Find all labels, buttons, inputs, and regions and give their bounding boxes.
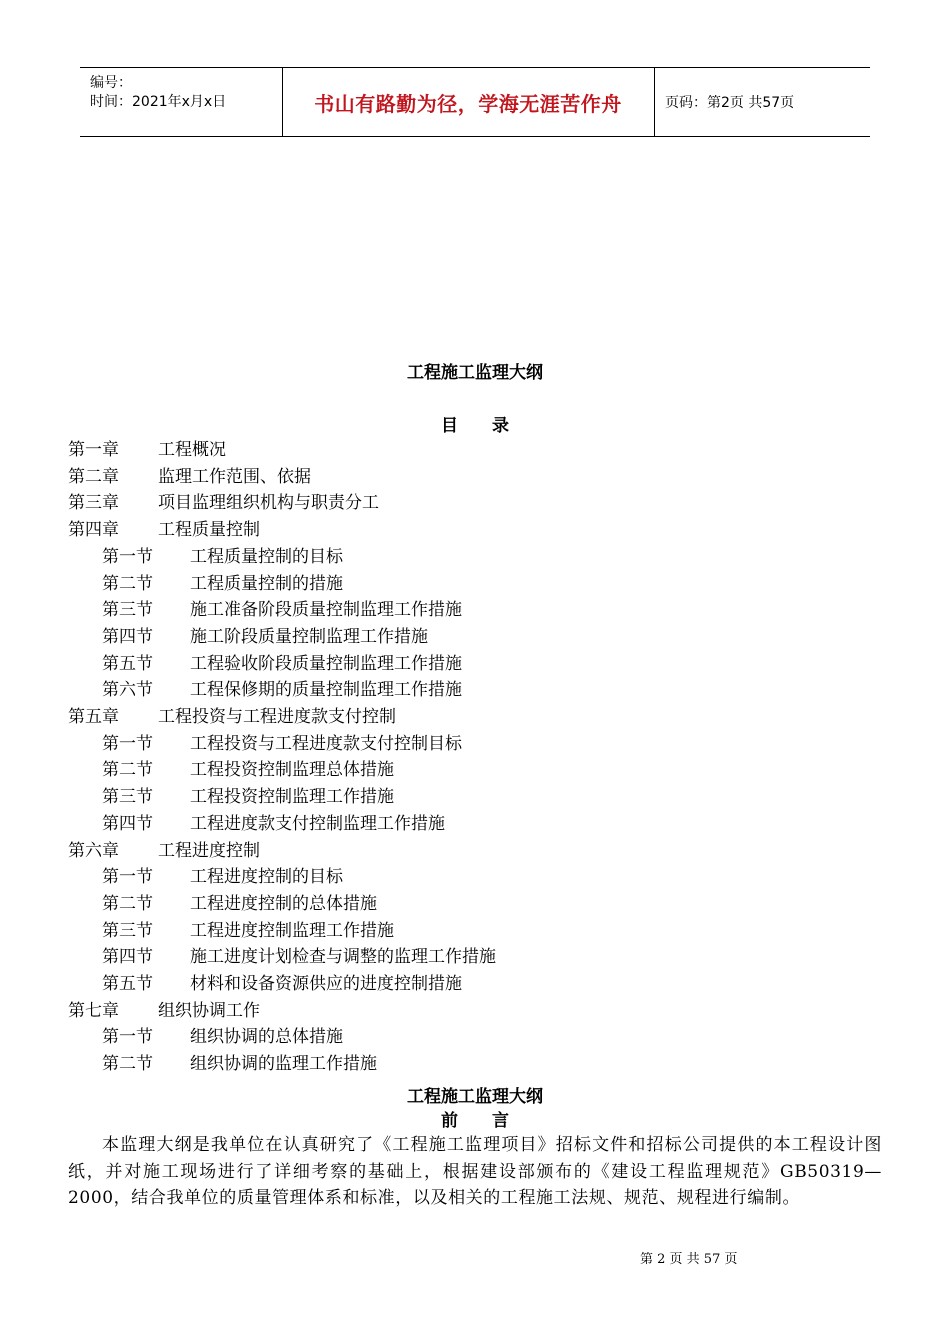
toc-entry-number: 第六节 <box>102 680 153 701</box>
toc-entry-title: 工程进度控制的总体措施 <box>190 893 377 914</box>
toc-entry-number: 第二节 <box>102 760 153 781</box>
page-label: 页码：第2页 共57页 <box>665 95 795 111</box>
toc-entry-title: 材料和设备资源供应的进度控制措施 <box>190 974 462 994</box>
toc-entry-title: 工程进度款支付控制监理工作措施 <box>190 813 445 834</box>
toc-entry-number: 第七章 <box>68 1000 119 1021</box>
toc-entry-title: 工程质量控制 <box>158 520 260 541</box>
toc-entry-title: 组织协调工作 <box>158 1000 260 1021</box>
header-motto-cell <box>282 68 655 136</box>
toc-entry-title: 工程进度控制监理工作措施 <box>190 920 394 941</box>
header-info-cell <box>80 68 283 136</box>
toc-entry-title: 项目监理组织机构与职责分工 <box>158 493 379 514</box>
toc-entry-number: 第五章 <box>68 707 119 727</box>
toc-entry-title: 工程概况 <box>158 440 226 460</box>
date-label: 时间：2021年x月x日 <box>90 94 227 110</box>
toc-entry-title: 工程进度控制的目标 <box>190 867 343 888</box>
toc-entry-number: 第一节 <box>102 867 153 888</box>
toc-entry-number: 第三节 <box>102 787 153 808</box>
toc-entry-title: 工程质量控制的措施 <box>190 573 343 594</box>
toc-entry-title: 工程验收阶段质量控制监理工作措施 <box>190 653 462 674</box>
toc-entry-title: 施工进度计划检查与调整的监理工作措施 <box>190 947 496 968</box>
toc-entry-number: 第二节 <box>102 893 153 914</box>
number-label: 编号： <box>90 75 132 91</box>
toc-entry-number: 第六章 <box>68 840 119 861</box>
page-footer: 第 2 页 共 57 页 <box>640 1252 738 1267</box>
document-title: 工程施工监理大纲 <box>407 363 543 383</box>
toc-entry-number: 第二节 <box>102 1054 153 1075</box>
toc-entry-number: 第一章 <box>68 440 119 460</box>
toc-entry-title: 组织协调的总体措施 <box>190 1027 343 1048</box>
toc-entry-title: 组织协调的监理工作措施 <box>190 1054 377 1075</box>
toc-entry-title: 工程投资与工程进度款支付控制 <box>158 707 396 727</box>
toc-entry-title: 工程投资控制监理工作措施 <box>190 787 394 808</box>
toc-entry-number: 第四节 <box>102 626 153 647</box>
toc-entry-title: 监理工作范围、依据 <box>158 466 311 487</box>
toc-entry-number: 第一节 <box>102 546 153 567</box>
toc-entry-number: 第三节 <box>102 920 153 941</box>
preface-heading: 前 言 <box>441 1111 509 1131</box>
toc-heading: 目 录 <box>441 416 509 436</box>
preface-paragraph: 本监理大纲是我单位在认真研究了《工程施工监理项目》招标文件和招标公司提供的本工程设计图纸，并对施工现场进行了详细考察的基础上，根据建设部颁布的《建设工程监理规范》GB50319—2000，结合我单位的质量管理体系和标准，以及相关的工程施工法规、规范、规程进行编制。 <box>68 1135 882 1208</box>
toc-entry-number: 第四节 <box>102 947 153 968</box>
toc-entry-number: 第五节 <box>102 653 153 674</box>
toc-entry-title: 工程保修期的质量控制监理工作措施 <box>190 680 462 701</box>
document-title-2: 工程施工监理大纲 <box>407 1087 543 1107</box>
toc-entry-title: 工程质量控制的目标 <box>190 546 343 567</box>
toc-entry-number: 第四章 <box>68 520 119 541</box>
toc-entry-number: 第四节 <box>102 813 153 834</box>
toc-entry-number: 第三节 <box>102 600 153 621</box>
toc-entry-title: 工程投资与工程进度款支付控制目标 <box>190 733 462 754</box>
toc-entry-number: 第一节 <box>102 733 153 754</box>
toc-entry-number: 第二章 <box>68 466 119 487</box>
motto-text: 书山有路勤为径，学海无涯苦作舟 <box>314 91 622 116</box>
toc-entry-title: 施工准备阶段质量控制监理工作措施 <box>190 600 462 621</box>
toc-entry-title: 工程投资控制监理总体措施 <box>190 760 394 781</box>
toc-entry-number: 第三章 <box>68 493 119 514</box>
header-page-cell <box>655 68 870 136</box>
page-header <box>80 67 870 137</box>
toc-entry-number: 第五节 <box>102 974 153 994</box>
toc-entry-title: 工程进度控制 <box>158 840 260 861</box>
toc-entry-title: 施工阶段质量控制监理工作措施 <box>190 626 428 647</box>
toc-entry-number: 第二节 <box>102 573 153 594</box>
toc-entry-number: 第一节 <box>102 1027 153 1048</box>
